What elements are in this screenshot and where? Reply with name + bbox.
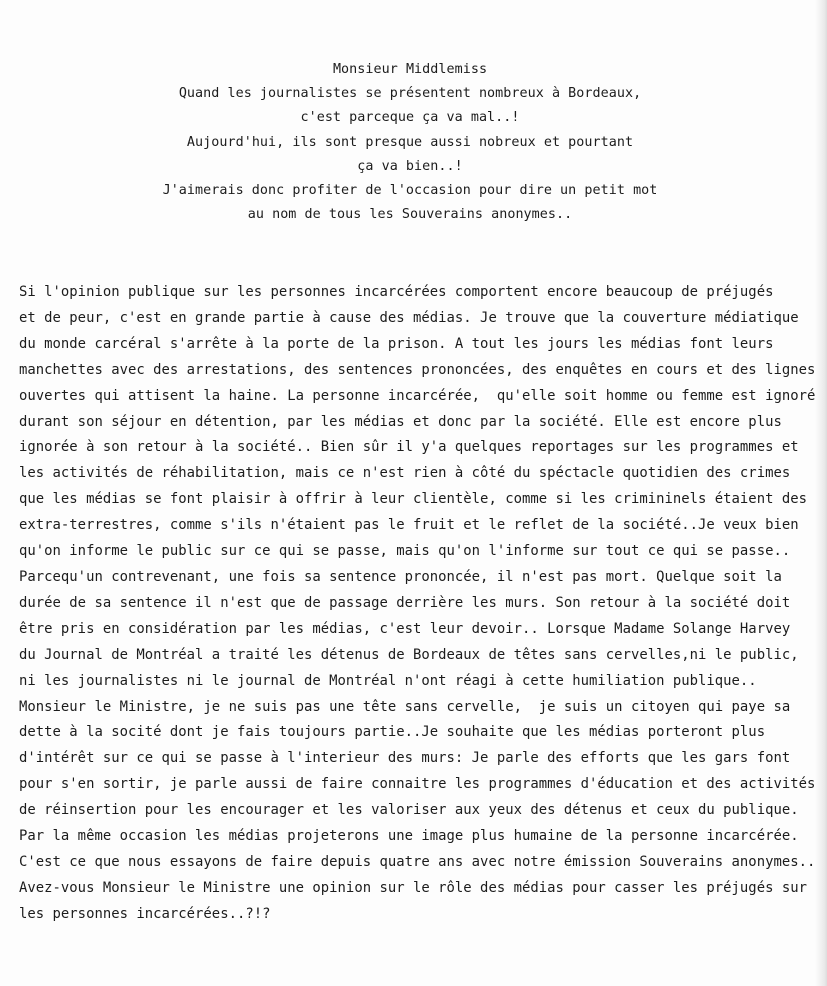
body-line: manchettes avec des arrestations, des sentences prononcées, des enquêtes en cours et des lignes bbox=[19, 361, 816, 378]
header-line: Quand les journalistes se présentent nombreux à Bordeaux, bbox=[178, 86, 642, 102]
body-line: extra-terrestres, comme s'ils n'étaient pas le fruit et le reflet de la société..Je veux bien bbox=[19, 517, 799, 534]
body-line: durant son séjour en détention, par les médias et donc par la société. Elle est encore plus bbox=[19, 413, 782, 430]
body-line: ignorée à son retour à la société.. Bien sûr il y'a quelques reportages sur les programmes et bbox=[19, 439, 799, 456]
salutation-line: Monsieur Middlemiss bbox=[332, 62, 488, 77]
body-line: du monde carcéral s'arrête à la porte de la prison. A tout les jours les médias font leurs bbox=[19, 335, 774, 352]
body-line: Par la même occasion les médias projeterons une image plus humaine de la personne incarcérée. bbox=[19, 828, 799, 845]
letter-body bbox=[19, 280, 824, 928]
body-line: d'intérêt sur ce qui se passe à l'interieur des murs: Je parle des efforts que les gars font bbox=[19, 750, 791, 767]
body-line: pour s'en sortir, je parle aussi de faire connaitre les programmes d'éducation et des activités bbox=[19, 776, 816, 793]
header-line: c'est parceque ça va mal..! bbox=[300, 110, 520, 126]
body-line: les activités de réhabilitation, mais ce n'est rien à côté du spéctacle quotidien des crimes bbox=[19, 465, 791, 482]
body-line: Avez-vous Monsieur le Ministre une opinion sur le rôle des médias pour casser les préjugés sur bbox=[19, 879, 807, 896]
body-line: du Journal de Montréal a traité les détenus de Bordeaux de têtes sans cervelles,ni le public, bbox=[19, 646, 799, 663]
body-line: de réinsertion pour les encourager et les valoriser aux yeux des détenus et ceux du publique. bbox=[19, 802, 799, 819]
body-line: durée de sa sentence il n'est que de passage derrière les murs. Son retour à la société doit bbox=[19, 594, 791, 611]
body-line: Parcequ'un contrevenant, une fois sa sentence prononcée, il n'est pas mort. Quelque soit la bbox=[19, 568, 782, 585]
body-line: les personnes incarcérées..?!? bbox=[19, 905, 271, 922]
body-line: dette à la socité dont je fais toujours partie..Je souhaite que les médias porteront plus bbox=[19, 724, 766, 741]
body-line: ni les journalistes ni le journal de Montréal n'ont réagi à cette humiliation publique.. bbox=[19, 672, 757, 689]
body-line: ouvertes qui attisent la haine. La personne incarcérée, qu'elle soit homme ou femme est ignoré bbox=[19, 387, 816, 404]
header-line: Aujourd'hui, ils sont presque aussi nobreux et pourtant bbox=[186, 134, 634, 150]
body-line: être pris en considération par les médias, c'est leur devoir.. Lorsque Madame Solange Harvey bbox=[19, 620, 791, 637]
body-line: et de peur, c'est en grande partie à cause des médias. Je trouve que la couverture médiatique bbox=[19, 309, 799, 326]
header-line: ça va bien..! bbox=[357, 158, 463, 174]
body-line: Monsieur le Ministre, je ne suis pas une tête sans cervelle, je suis un citoyen qui paye sa bbox=[19, 698, 791, 715]
body-line: C'est ce que nous essayons de faire depuis quatre ans avec notre émission Souverains anonymes.. bbox=[19, 853, 816, 870]
body-line: Si l'opinion publique sur les personnes incarcérées comportent encore beaucoup de préjugés bbox=[19, 284, 774, 300]
letter-header bbox=[60, 58, 760, 227]
body-line: que les médias se font plaisir à offrir à leur clientèle, comme si les crimininels étaient des bbox=[19, 491, 807, 508]
header-line: au nom de tous les Souverains anonymes.. bbox=[247, 207, 573, 223]
header-line: J'aimerais donc profiter de l'occasion pour dire un petit mot bbox=[162, 183, 658, 199]
body-line: qu'on informe le public sur ce qui se passe, mais qu'on l'informe sur tout ce qui se passe.. bbox=[19, 543, 791, 560]
